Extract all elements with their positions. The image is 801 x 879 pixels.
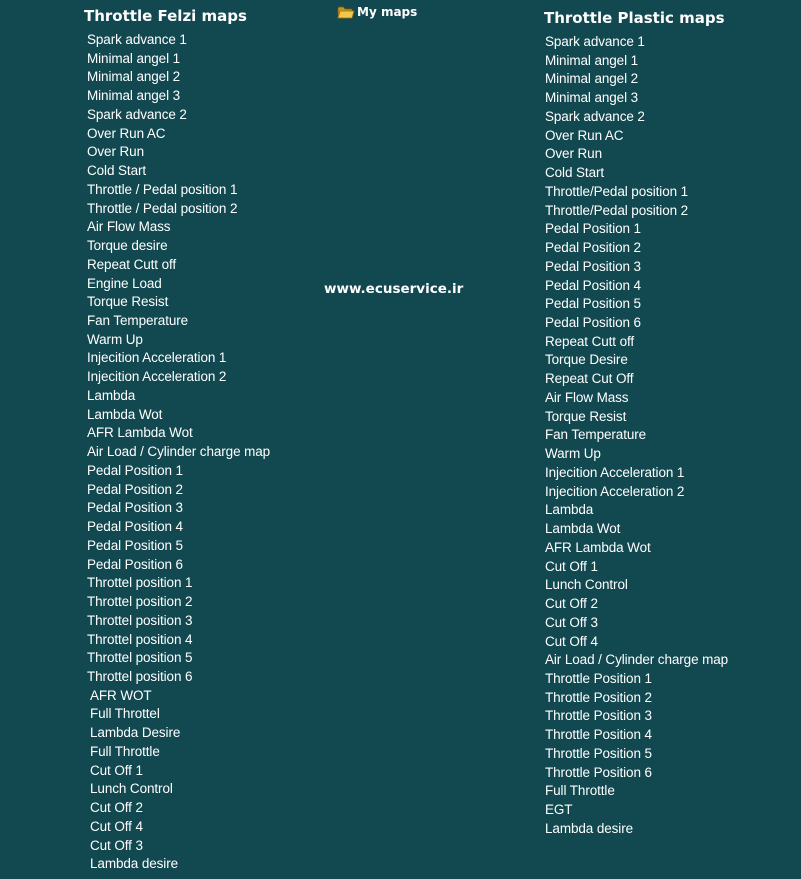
felzi-map-item[interactable]: Pedal Position 2 bbox=[87, 481, 183, 497]
plastic-map-item[interactable]: Throttle Position 4 bbox=[545, 727, 652, 743]
felzi-map-list bbox=[87, 31, 270, 874]
plastic-map-item[interactable]: Pedal Position 3 bbox=[545, 258, 641, 274]
felzi-map-item[interactable]: Throttle / Pedal position 2 bbox=[87, 200, 238, 216]
felzi-map-item[interactable]: Torque desire bbox=[87, 238, 168, 254]
plastic-map-item[interactable]: Repeat Cut Off bbox=[545, 371, 634, 387]
felzi-map-item[interactable]: AFR Lambda Wot bbox=[87, 425, 193, 441]
plastic-map-item[interactable]: Pedal Position 4 bbox=[545, 277, 641, 293]
felzi-map-item[interactable]: Minimal angel 3 bbox=[87, 88, 181, 104]
plastic-map-item[interactable]: Pedal Position 5 bbox=[545, 296, 641, 312]
plastic-map-item[interactable]: Spark advance 1 bbox=[545, 34, 645, 49]
felzi-map-item[interactable]: Spark advance 2 bbox=[87, 106, 187, 122]
felzi-map-item[interactable]: Cut Off 1 bbox=[90, 762, 143, 778]
felzi-map-item[interactable]: Pedal Position 3 bbox=[87, 500, 183, 516]
plastic-map-item[interactable]: Cut Off 2 bbox=[545, 596, 598, 612]
felzi-map-item[interactable]: Minimal angel 2 bbox=[87, 69, 181, 85]
felzi-map-item[interactable]: Pedal Position 5 bbox=[87, 537, 183, 553]
plastic-map-item[interactable]: Over Run bbox=[545, 146, 602, 162]
plastic-map-item[interactable]: Cut Off 3 bbox=[545, 614, 598, 630]
plastic-map-item[interactable]: EGT bbox=[545, 802, 573, 818]
felzi-map-item[interactable]: Cut Off 3 bbox=[90, 837, 143, 853]
felzi-map-item[interactable]: Throttel position 6 bbox=[87, 668, 193, 684]
plastic-map-item[interactable]: Torque Desire bbox=[545, 352, 628, 368]
felzi-map-item[interactable]: Throttel position 4 bbox=[87, 631, 193, 647]
felzi-map-item[interactable]: Torque Resist bbox=[87, 294, 169, 310]
plastic-map-item[interactable]: Throttle Position 2 bbox=[545, 689, 652, 705]
felzi-map-item[interactable]: Cut Off 4 bbox=[90, 818, 143, 834]
felzi-map-item[interactable]: Pedal Position 4 bbox=[87, 519, 183, 535]
felzi-map-item[interactable]: Repeat Cutt off bbox=[87, 256, 177, 272]
plastic-map-item[interactable]: Cold Start bbox=[545, 165, 605, 181]
plastic-map-item[interactable]: Throttle Position 5 bbox=[545, 745, 652, 761]
felzi-map-item[interactable]: Full Throttel bbox=[90, 706, 160, 722]
plastic-map-item[interactable]: Cut Off 4 bbox=[545, 633, 598, 649]
plastic-map-item[interactable]: Warm Up bbox=[545, 446, 601, 462]
felzi-map-item[interactable]: Cold Start bbox=[87, 163, 147, 179]
plastic-map-item[interactable]: Over Run AC bbox=[545, 127, 624, 143]
my-maps-label: My maps bbox=[357, 5, 418, 19]
plastic-map-item[interactable]: Minimal angel 1 bbox=[545, 52, 639, 68]
plastic-map-item[interactable]: Lambda bbox=[545, 502, 594, 518]
plastic-map-item[interactable]: Fan Temperature bbox=[545, 427, 647, 443]
felzi-map-item[interactable]: Cut Off 2 bbox=[90, 800, 143, 816]
felzi-map-item[interactable]: Throttel position 5 bbox=[87, 650, 193, 666]
felzi-map-item[interactable]: Lambda desire bbox=[90, 856, 179, 872]
plastic-map-item[interactable]: Pedal Position 2 bbox=[545, 240, 641, 256]
plastic-map-item[interactable]: Throttle/Pedal position 1 bbox=[545, 183, 689, 199]
felzi-map-item[interactable]: Injecition Acceleration 2 bbox=[87, 369, 227, 385]
plastic-map-item[interactable]: Throttle Position 6 bbox=[545, 764, 652, 780]
plastic-map-item[interactable]: Cut Off 1 bbox=[545, 558, 598, 574]
felzi-map-item[interactable]: Lambda Wot bbox=[87, 406, 163, 422]
website-url: www.ecuservice.ir bbox=[324, 281, 464, 297]
plastic-map-item[interactable]: AFR Lambda Wot bbox=[545, 539, 651, 555]
plastic-map-item[interactable]: Air Load / Cylinder charge map bbox=[545, 652, 729, 668]
plastic-map-item[interactable]: Spark advance 2 bbox=[545, 108, 645, 124]
felzi-map-item[interactable]: Over Run bbox=[87, 144, 144, 160]
plastic-map-item[interactable]: Repeat Cutt off bbox=[545, 333, 635, 349]
felzi-map-item[interactable]: AFR WOT bbox=[90, 687, 152, 703]
plastic-map-item[interactable]: Air Flow Mass bbox=[545, 389, 629, 405]
plastic-map-item[interactable]: Injecition Acceleration 1 bbox=[545, 464, 685, 480]
felzi-map-item[interactable]: Full Throttle bbox=[90, 743, 160, 759]
my-maps-link[interactable] bbox=[337, 4, 417, 20]
right-column-title: Throttle Plastic maps bbox=[544, 9, 725, 27]
felzi-map-item[interactable]: Throttel position 1 bbox=[87, 575, 193, 591]
felzi-map-item[interactable]: Throttel position 3 bbox=[87, 612, 193, 628]
felzi-map-item[interactable]: Warm Up bbox=[87, 331, 143, 347]
plastic-map-item[interactable]: Injecition Acceleration 2 bbox=[545, 483, 685, 499]
plastic-map-item[interactable]: Throttle Position 1 bbox=[545, 670, 652, 686]
plastic-map-item[interactable]: Lunch Control bbox=[545, 577, 628, 593]
felzi-map-item[interactable]: Engine Load bbox=[87, 275, 162, 291]
left-column-title: Throttle Felzi maps bbox=[84, 7, 247, 25]
felzi-map-item[interactable]: Throttel position 2 bbox=[87, 594, 193, 610]
felzi-map-item[interactable]: Throttle / Pedal position 1 bbox=[87, 181, 238, 197]
felzi-map-item[interactable]: Air Flow Mass bbox=[87, 219, 171, 235]
felzi-map-item[interactable]: Injecition Acceleration 1 bbox=[87, 350, 227, 366]
felzi-map-item[interactable]: Fan Temperature bbox=[87, 313, 189, 329]
plastic-map-item[interactable]: Lambda Wot bbox=[545, 521, 621, 537]
felzi-map-item[interactable]: Lambda bbox=[87, 387, 136, 403]
plastic-map-item[interactable]: Lambda desire bbox=[545, 820, 634, 836]
plastic-map-item[interactable]: Full Throttle bbox=[545, 783, 615, 799]
plastic-map-item[interactable]: Pedal Position 1 bbox=[545, 221, 641, 237]
felzi-map-item[interactable]: Over Run AC bbox=[87, 125, 166, 141]
plastic-map-item[interactable]: Torque Resist bbox=[545, 408, 627, 424]
felzi-map-item[interactable]: Air Load / Cylinder charge map bbox=[87, 444, 271, 460]
plastic-map-item[interactable]: Minimal angel 2 bbox=[545, 71, 639, 87]
plastic-map-list bbox=[545, 33, 728, 839]
felzi-map-item[interactable]: Minimal angel 1 bbox=[87, 50, 181, 66]
felzi-map-item[interactable]: Lunch Control bbox=[90, 781, 173, 797]
felzi-map-item[interactable]: Spark advance 1 bbox=[87, 32, 187, 47]
felzi-map-item[interactable]: Pedal Position 6 bbox=[87, 556, 183, 572]
folder-icon bbox=[337, 5, 355, 19]
plastic-map-item[interactable]: Minimal angel 3 bbox=[545, 90, 639, 106]
felzi-map-item[interactable]: Pedal Position 1 bbox=[87, 462, 183, 478]
plastic-map-item[interactable]: Pedal Position 6 bbox=[545, 315, 641, 331]
plastic-map-item[interactable]: Throttle Position 3 bbox=[545, 708, 652, 724]
plastic-map-item[interactable]: Throttle/Pedal position 2 bbox=[545, 202, 689, 218]
felzi-map-item[interactable]: Lambda Desire bbox=[90, 725, 181, 741]
